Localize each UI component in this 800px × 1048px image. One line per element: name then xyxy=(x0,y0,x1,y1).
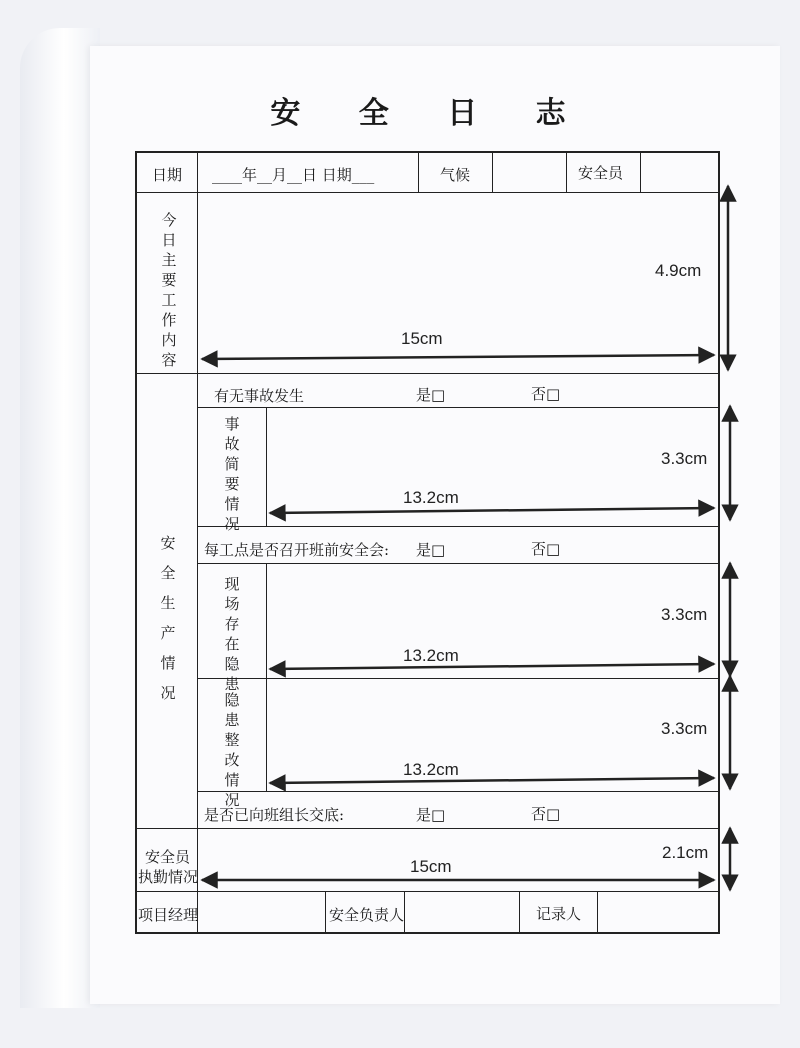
duty-label-line2: 执勤情况 xyxy=(138,868,199,886)
hazards-width-dim: 13.2cm xyxy=(403,646,459,665)
safety-lead-label: 安全负责人 xyxy=(329,906,405,924)
handover-no-checkbox: 否□ xyxy=(531,805,561,823)
date-label: 日期 xyxy=(152,166,183,184)
accident-no-checkbox: 否□ xyxy=(531,385,561,403)
duty-label-line1: 安全员 xyxy=(145,848,191,866)
accident-summary-label: 事故简要情况 xyxy=(224,415,240,533)
handover-question: 是否已向班组长交底: xyxy=(204,806,345,824)
recorder-label: 记录人 xyxy=(536,905,582,923)
hazards-label: 现场存在隐患 xyxy=(224,575,240,693)
rectification-width-dim: 13.2cm xyxy=(403,760,459,779)
work-width-dim: 15cm xyxy=(401,329,443,348)
duty-height-dim: 2.1cm xyxy=(662,843,709,862)
date-line: ____年__月__日 日期___ xyxy=(212,166,375,184)
binder-spine xyxy=(20,28,100,1008)
project-manager-label: 项目经理 xyxy=(138,906,199,924)
safety-section-label: 安全生产情况 xyxy=(160,534,176,702)
safety-officer-label: 安全员 xyxy=(578,164,624,182)
accident-width-dim: 13.2cm xyxy=(403,488,459,507)
meeting-no-checkbox: 否□ xyxy=(531,540,561,558)
meeting-question: 每工点是否召开班前安全会: xyxy=(204,541,390,559)
accident-question: 有无事故发生 xyxy=(214,387,305,405)
rectification-label: 隐患整改情况 xyxy=(224,691,240,809)
rectification-height-dim: 3.3cm xyxy=(661,719,708,738)
accident-height-dim: 3.3cm xyxy=(661,449,708,468)
handover-yes-checkbox: 是□ xyxy=(416,806,446,824)
page-title: 安 全 日 志 xyxy=(270,96,590,131)
meeting-yes-checkbox: 是□ xyxy=(416,541,446,559)
work-height-dim: 4.9cm xyxy=(655,261,702,280)
accident-yes-checkbox: 是□ xyxy=(416,386,446,404)
main-work-label: 今日主要工作内容 xyxy=(161,211,177,369)
weather-label: 气候 xyxy=(440,166,471,184)
hazards-height-dim: 3.3cm xyxy=(661,605,708,624)
duty-width-dim: 15cm xyxy=(410,857,452,876)
